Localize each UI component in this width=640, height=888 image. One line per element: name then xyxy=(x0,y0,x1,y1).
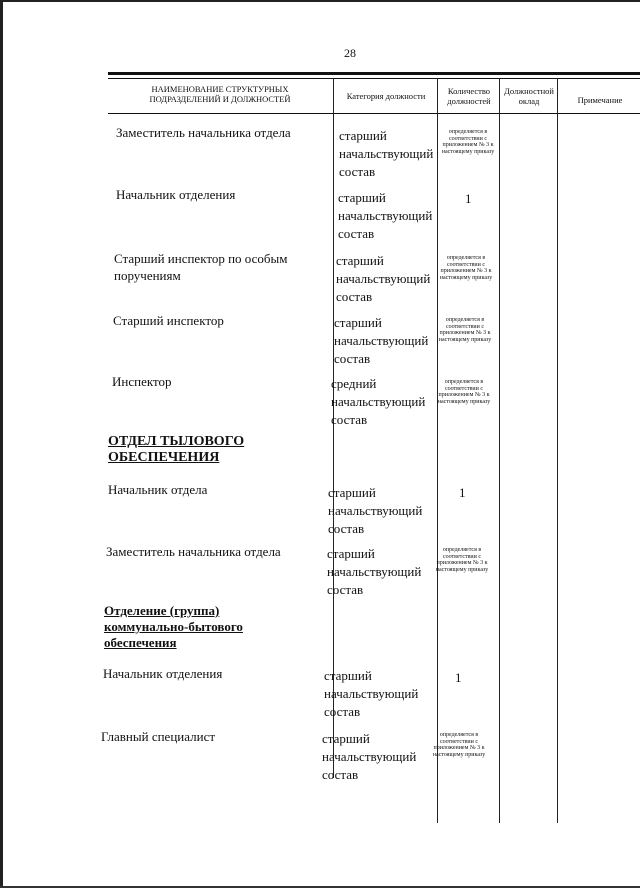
position-count: определяется в соответствии с приложением № 3 к настоящему приказу xyxy=(438,317,492,343)
position-category: старший начальствующий состав xyxy=(338,190,433,241)
position-count: 1 xyxy=(465,191,472,206)
position-name: Начальник отделения xyxy=(103,666,223,681)
table-header-rule xyxy=(108,113,640,114)
page-number: 28 xyxy=(344,46,356,60)
position-count: 1 xyxy=(455,670,462,685)
position-category: старший начальствующий состав xyxy=(328,485,423,536)
header-salary: Должностной оклад xyxy=(504,86,554,106)
position-name: Старший инспектор xyxy=(113,313,224,328)
position-category: старший начальствующий состав xyxy=(334,315,429,366)
position-category: старший начальствующий состав xyxy=(339,128,434,179)
scan-edge xyxy=(0,0,3,888)
position-category: старший начальствующий состав xyxy=(336,253,431,304)
position-count: определяется в соответствии с приложением № 3 к настоящему приказу xyxy=(432,732,486,758)
position-name: Начальник отделения xyxy=(116,187,236,202)
header-count: Количество должностей xyxy=(447,86,491,106)
position-name: Главный специалист xyxy=(101,729,216,744)
position-name: Заместитель начальника отдела xyxy=(106,544,281,559)
scan-edge xyxy=(0,0,640,2)
column-divider xyxy=(557,78,558,823)
position-count: определяется в соответствии с приложением № 3 к настоящему приказу xyxy=(441,129,495,155)
position-category: старший начальствующий состав xyxy=(324,668,419,719)
section-title: ОТДЕЛ ТЫЛОВОГО ОБЕСПЕЧЕНИЯ xyxy=(108,434,245,465)
position-count: определяется в соответствии с приложением № 3 к настоящему приказу xyxy=(435,547,489,573)
position-count: определяется в соответствии с приложением № 3 к настоящему приказу xyxy=(437,379,491,405)
column-divider xyxy=(499,78,500,823)
position-category: старший начальствующий состав xyxy=(327,546,422,597)
position-name: Заместитель начальника отдела xyxy=(116,125,291,140)
section-title: Отделение (группа) коммунально-бытового обеспечения xyxy=(104,603,243,650)
position-count: определяется в соответствии с приложением № 3 к настоящему приказу xyxy=(439,255,493,281)
header-name: НАИМЕНОВАНИЕ СТРУКТУРНЫХ ПОДРАЗДЕЛЕНИЙ И ДОЛЖНОСТЕЙ xyxy=(149,84,291,104)
position-name: Инспектор xyxy=(112,374,172,389)
header-category: Категория должности xyxy=(346,91,426,101)
table-top-rule xyxy=(108,72,640,75)
position-name: Старший инспектор по особым поручениям xyxy=(114,251,288,283)
position-name: Начальник отдела xyxy=(108,482,208,497)
position-category: средний начальствующий состав xyxy=(331,376,426,427)
position-count: 1 xyxy=(459,485,466,500)
header-note: Примечание xyxy=(577,95,623,105)
table-top-rule xyxy=(108,78,640,79)
position-category: старший начальствующий состав xyxy=(322,731,417,782)
